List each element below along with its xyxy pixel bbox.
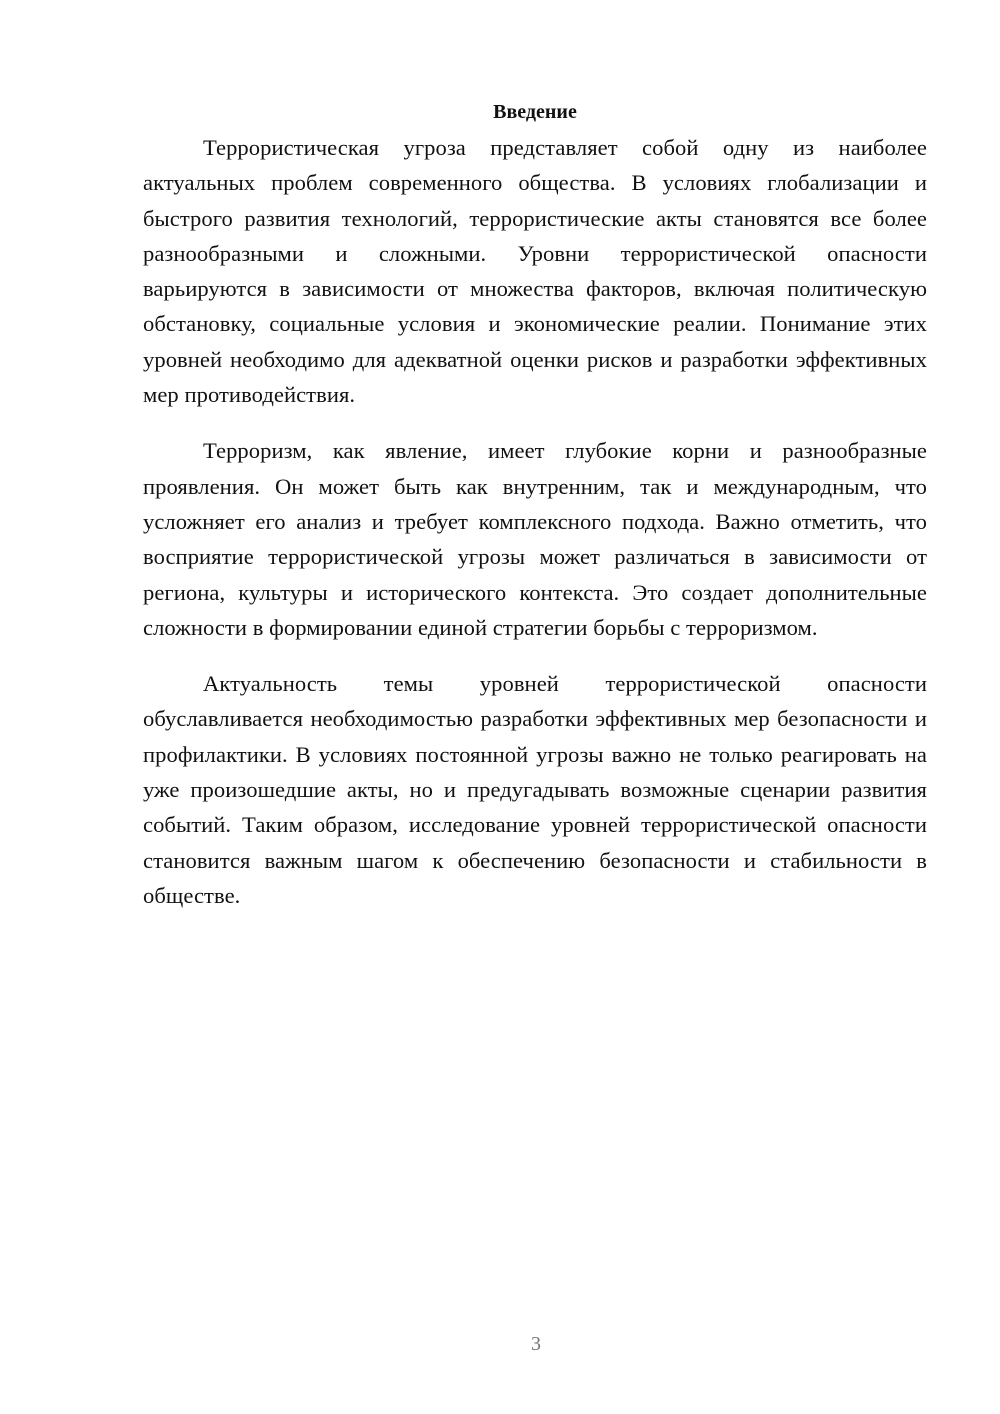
paragraph-2: Терроризм, как явление, имеет глубокие корни и разнообразные проявления. Он может быть как внутренним, так и международным, что усложняет его анализ и требует комплексного подхода. Важно отметить, что восприятие террористической угрозы может различаться в зависимости от региона, культуры и исторического контекста. Это создает дополнительные сложности в формировании единой стратегии борьбы с терроризмом. <box>143 438 927 640</box>
paragraph-3: Актуальность темы уровней террористической опасности обуславливается необходимостью разработки эффективных мер безопасности и профилактики. В условиях постоянной угрозы важно не только реагировать на уже произошедшие акты, но и предугадывать возможные сценарии развития событий. Таким образом, исследование уровней террористической опасности становится важным шагом к обеспечению безопасности и стабильности в обществе. <box>143 671 927 908</box>
paragraph-1: Террористическая угроза представляет собой одну из наиболее актуальных проблем современного общества. В условиях глобализации и быстрого развития технологий, террористические акты становятся все более разнообразными и сложными. Уровни террористической опасности варьируются в зависимости от множества факторов, включая политическую обстановку, социальные условия и экономические реалии. Понимание этих уровней необходимо для адекватной оценки рисков и разработки эффективных мер противодействия. <box>143 135 927 408</box>
page-content <box>143 96 927 934</box>
section-title: Введение <box>493 101 577 123</box>
page-number: 3 <box>531 1333 541 1355</box>
